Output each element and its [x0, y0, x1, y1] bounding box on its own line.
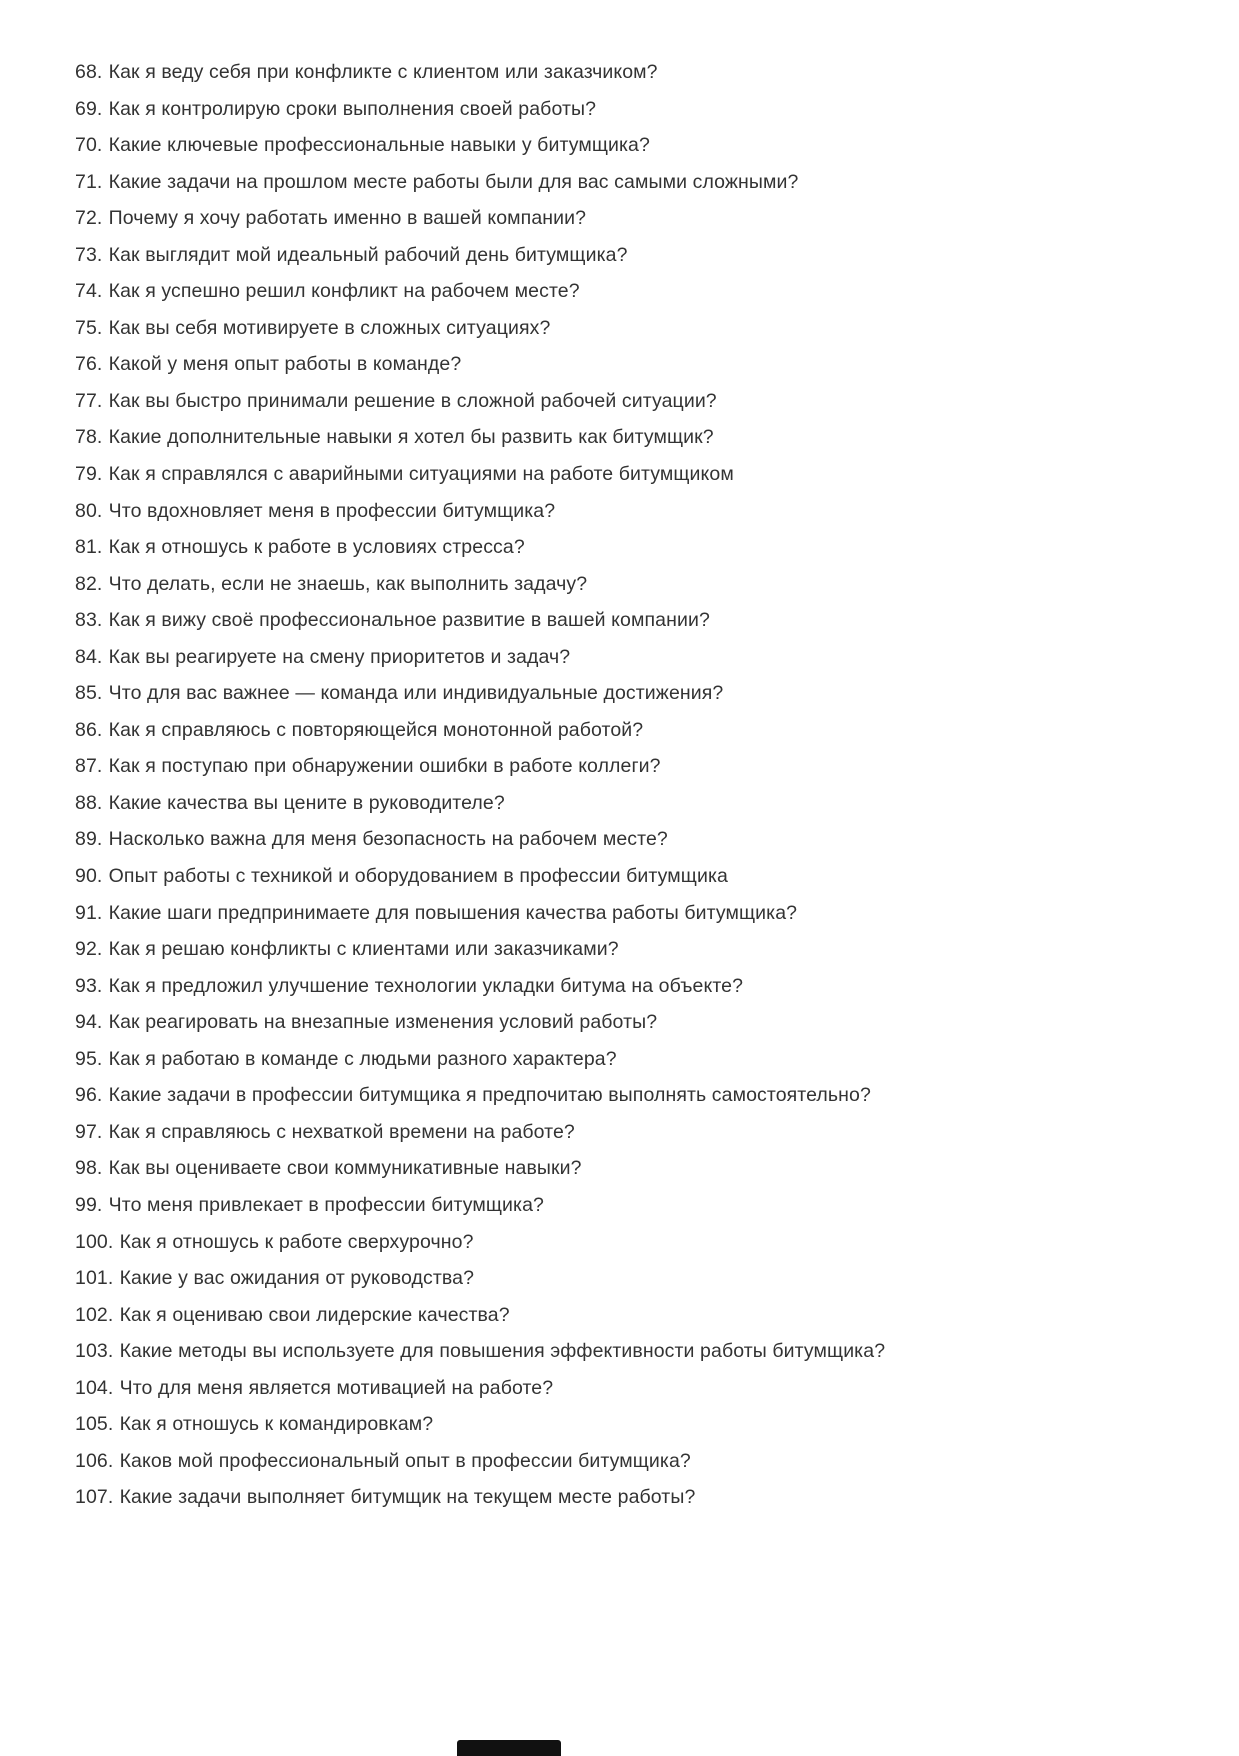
list-item	[75, 785, 1199, 822]
question-text: Как я справляюсь с нехваткой времени на работе?	[108, 1120, 575, 1143]
question-text: Как я вижу своё профессиональное развитие в вашей компании?	[108, 609, 710, 632]
list-item	[75, 712, 1199, 749]
question-text: Что для меня является мотивацией на работе?	[119, 1376, 554, 1399]
question-text: Какой у меня опыт работы в команде?	[108, 353, 462, 376]
question-number: 71.	[75, 170, 103, 193]
question-number: 86.	[75, 718, 103, 741]
question-text: Какие качества вы цените в руководителе?	[108, 791, 505, 814]
question-number: 76.	[75, 353, 103, 376]
question-text: Как вы быстро принимали решение в сложной рабочей ситуации?	[108, 389, 717, 412]
list-item	[75, 1443, 1199, 1480]
list-item	[75, 91, 1199, 128]
question-text: Как я отношусь к командировкам?	[119, 1413, 434, 1436]
question-number: 77.	[75, 389, 103, 412]
list-item	[75, 602, 1199, 639]
question-number: 98.	[75, 1157, 103, 1180]
question-text: Как выглядит мой идеальный рабочий день битумщика?	[108, 243, 628, 266]
question-number: 99.	[75, 1193, 103, 1216]
list-item	[75, 54, 1199, 91]
question-number: 105.	[75, 1413, 114, 1436]
list-item	[75, 1187, 1199, 1224]
question-text: Как я отношусь к работе сверхурочно?	[119, 1230, 474, 1253]
question-text: Какие задачи выполняет битумщик на текущем месте работы?	[119, 1486, 696, 1509]
question-text: Какие задачи на прошлом месте работы были для вас самыми сложными?	[108, 170, 799, 193]
question-text: Насколько важна для меня безопасность на рабочем месте?	[108, 828, 668, 851]
question-number: 79.	[75, 463, 103, 486]
question-text: Как я оцениваю свои лидерские качества?	[119, 1303, 510, 1326]
question-number: 85.	[75, 682, 103, 705]
question-text: Как вы оцениваете свои коммуникативные навыки?	[108, 1157, 582, 1180]
list-item	[75, 566, 1199, 603]
list-item	[75, 821, 1199, 858]
question-number: 89.	[75, 828, 103, 851]
list-item	[75, 1260, 1199, 1297]
list-item	[75, 1041, 1199, 1078]
question-text: Как я справляюсь с повторяющейся монотонной работой?	[108, 718, 644, 741]
list-item	[75, 419, 1199, 456]
list-item	[75, 237, 1199, 274]
question-number: 73.	[75, 243, 103, 266]
list-item	[75, 383, 1199, 420]
list-item	[75, 127, 1199, 164]
question-number: 106.	[75, 1449, 114, 1472]
question-text: Как я работаю в команде с людьми разного характера?	[108, 1047, 617, 1070]
question-number: 78.	[75, 426, 103, 449]
question-number: 83.	[75, 609, 103, 632]
question-text: Что делать, если не знаешь, как выполнить задачу?	[108, 572, 588, 595]
list-item	[75, 493, 1199, 530]
question-number: 68.	[75, 61, 103, 83]
list-item	[75, 895, 1199, 932]
list-item	[75, 1077, 1199, 1114]
question-number: 103.	[75, 1340, 114, 1363]
question-number: 72.	[75, 207, 103, 230]
question-number: 92.	[75, 938, 103, 961]
question-number: 69.	[75, 97, 103, 120]
question-text: Почему я хочу работать именно в вашей компании?	[108, 207, 587, 230]
list-item	[75, 164, 1199, 201]
list-item	[75, 346, 1199, 383]
question-text: Как реагировать на внезапные изменения условий работы?	[108, 1011, 658, 1034]
question-text: Какие задачи в профессии битумщика я предпочитаю выполнять самостоятельно?	[108, 1084, 871, 1107]
question-text: Какие у вас ожидания от руководства?	[119, 1267, 475, 1290]
list-item	[75, 1297, 1199, 1334]
list-item	[75, 1114, 1199, 1151]
question-number: 93.	[75, 974, 103, 997]
question-text: Какие дополнительные навыки я хотел бы развить как битумщик?	[108, 426, 714, 449]
question-text: Как я веду себя при конфликте с клиентом или заказчиком?	[108, 61, 658, 83]
question-number: 75.	[75, 316, 103, 339]
question-number: 91.	[75, 901, 103, 924]
list-item	[75, 675, 1199, 712]
question-text: Что меня привлекает в профессии битумщика?	[108, 1193, 544, 1216]
list-item	[75, 310, 1199, 347]
question-number: 88.	[75, 791, 103, 814]
question-number: 107.	[75, 1486, 114, 1509]
question-text: Как вы реагируете на смену приоритетов и задач?	[108, 645, 571, 668]
list-item	[75, 1370, 1199, 1407]
list-item	[75, 1479, 1199, 1516]
question-number: 87.	[75, 755, 103, 778]
list-item	[75, 931, 1199, 968]
question-number: 104.	[75, 1376, 114, 1399]
list-item	[75, 529, 1199, 566]
question-number: 84.	[75, 645, 103, 668]
question-number: 95.	[75, 1047, 103, 1070]
list-item	[75, 200, 1199, 237]
question-text: Как я контролирую сроки выполнения своей работы?	[108, 97, 597, 120]
list-item	[75, 273, 1199, 310]
question-text: Каков мой профессиональный опыт в профессии битумщика?	[119, 1449, 691, 1472]
question-text: Как вы себя мотивируете в сложных ситуациях?	[108, 316, 551, 339]
question-number: 100.	[75, 1230, 114, 1253]
question-text: Какие методы вы используете для повышения эффективности работы битумщика?	[119, 1340, 886, 1363]
question-number: 102.	[75, 1303, 114, 1326]
question-text: Опыт работы с техникой и оборудованием в профессии битумщика	[108, 865, 728, 888]
list-item	[75, 748, 1199, 785]
question-number: 101.	[75, 1267, 114, 1290]
question-text: Какие шаги предпринимаете для повышения качества работы битумщика?	[108, 901, 798, 924]
question-text: Как я успешно решил конфликт на рабочем месте?	[108, 280, 580, 303]
question-number: 80.	[75, 499, 103, 522]
list-item	[75, 1150, 1199, 1187]
question-text: Как я предложил улучшение технологии укладки битума на объекте?	[108, 974, 744, 997]
question-text: Какие ключевые профессиональные навыки у битумщика?	[108, 134, 650, 157]
question-number: 97.	[75, 1120, 103, 1143]
list-item	[75, 639, 1199, 676]
question-text: Как я отношусь к работе в условиях стресса?	[108, 536, 525, 559]
list-item	[75, 1406, 1199, 1443]
list-item	[75, 1004, 1199, 1041]
question-number: 81.	[75, 536, 103, 559]
question-number: 70.	[75, 134, 103, 157]
question-number: 96.	[75, 1084, 103, 1107]
question-text: Что для вас важнее — команда или индивидуальные достижения?	[108, 682, 724, 705]
bottom-black-bar	[457, 1740, 561, 1756]
list-item	[75, 1333, 1199, 1370]
question-number: 94.	[75, 1011, 103, 1034]
question-text: Что вдохновляет меня в профессии битумщика?	[108, 499, 556, 522]
list-item	[75, 968, 1199, 1005]
list-item	[75, 456, 1199, 493]
question-number: 90.	[75, 865, 103, 888]
question-text: Как я справлялся с аварийными ситуациями на работе битумщиком	[108, 463, 734, 486]
question-number: 82.	[75, 572, 103, 595]
list-item	[75, 1224, 1199, 1261]
list-item	[75, 858, 1199, 895]
question-text: Как я поступаю при обнаружении ошибки в работе коллеги?	[108, 755, 661, 778]
question-text: Как я решаю конфликты с клиентами или заказчиками?	[108, 938, 619, 961]
question-number: 74.	[75, 280, 103, 303]
